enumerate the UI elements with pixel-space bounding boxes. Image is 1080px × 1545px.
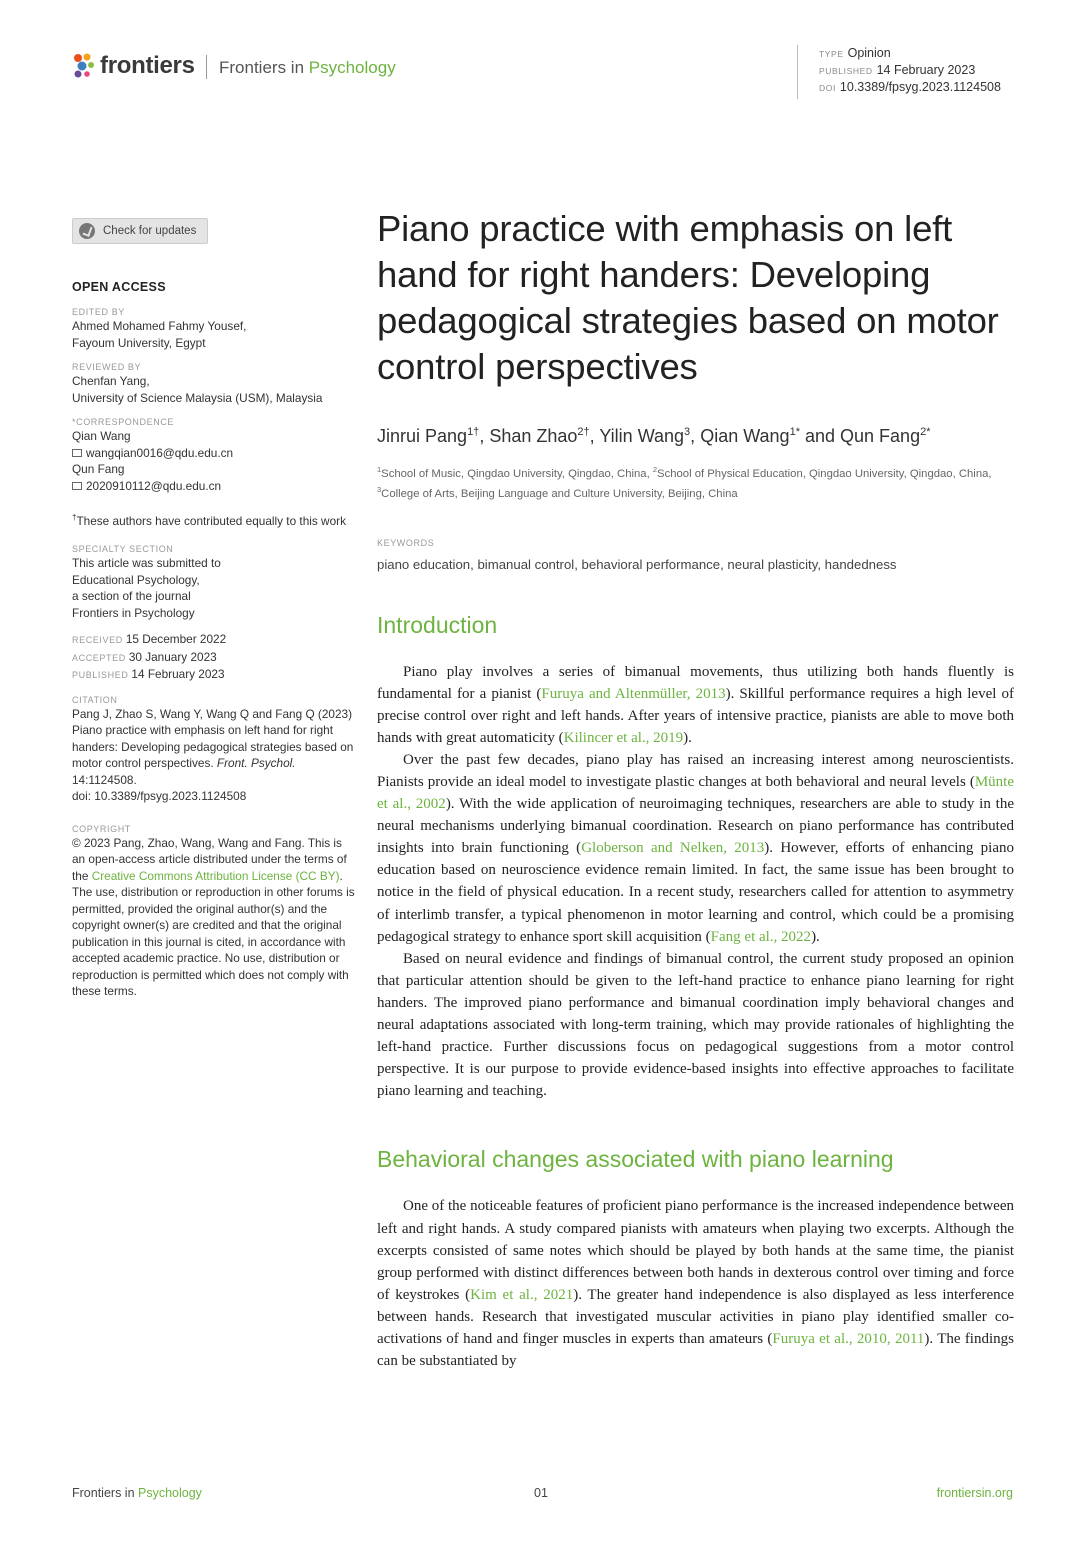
author[interactable] xyxy=(489,426,589,446)
frontiers-logo[interactable] xyxy=(72,52,195,80)
citation-main: Pang J, Zhao S, Wang Y, Wang Q and Fang Q (2023) Piano practice with emphasis on left hand for right handers: Developing pedagogical strategies based on motor control perspectives. xyxy=(72,706,354,771)
body-text: ). The findings can be substantiated by xyxy=(377,1330,1014,1370)
affiliation-text: School of Music, Qingdao University, Qingdao, China, xyxy=(381,467,653,480)
section-heading: Behavioral changes associated with piano learning xyxy=(377,1146,894,1173)
citation-link[interactable]: Münte et al., 2002 xyxy=(377,774,1014,813)
footer-site-link[interactable]: frontiersin.org xyxy=(936,1486,1013,1500)
affiliation xyxy=(652,465,992,480)
date-row-received xyxy=(72,631,357,649)
author-name: Qian Wang xyxy=(700,426,790,446)
citation-text xyxy=(72,706,357,805)
date-row-accepted xyxy=(72,649,357,667)
reviewed-by xyxy=(72,373,357,406)
article-body xyxy=(377,612,1014,1373)
meta-label: PUBLISHED xyxy=(819,66,873,76)
meta-value: Opinion xyxy=(847,46,891,60)
author-affiliation-mark: 3 xyxy=(684,426,691,438)
journal-name[interactable] xyxy=(219,58,396,78)
citation-doi[interactable]: doi: 10.3389/fpsyg.2023.1124508 xyxy=(72,789,247,804)
meta-row-doi xyxy=(819,79,1001,96)
author-name: Jinrui Pang xyxy=(377,426,468,446)
sidebar xyxy=(72,280,357,1000)
body-text: ). With the wide application of neuroimaging techniques, researchers are able to study in the neural mechanisms underlying bimanual coordination. Research on piano performance has contributed insights into brain functioning ( xyxy=(377,796,1014,857)
specialty-section xyxy=(72,555,357,621)
correspondent-name: Qun Fang xyxy=(72,462,125,476)
specialty-line: Frontiers in Psychology xyxy=(72,605,195,620)
date-row-published xyxy=(72,666,357,684)
brand-wordmark: frontiers xyxy=(100,52,195,79)
body-paragraph xyxy=(377,948,1014,1103)
affiliation xyxy=(377,465,653,480)
author[interactable] xyxy=(840,426,930,446)
citation-link[interactable]: Globerson and Nelken, 2013 xyxy=(581,840,765,857)
date-label: ACCEPTED xyxy=(72,652,126,663)
citation-volume: 14:1124508. xyxy=(72,772,137,787)
citation-journal: Front. Psychol. xyxy=(216,756,296,771)
body-text: One of the noticeable features of proficient piano performance is the increased independence between left and right hands. A study compared pianists with amateurs when playing two excerpts. Although the excerpts consisted of same notes which should be played by both hands at the same time, the pianist group performed with distinct differences between both hands in dexterous control over timing and force of keystrokes ( xyxy=(377,1198,1014,1303)
footer-journal[interactable] xyxy=(72,1486,202,1500)
author-name: Qun Fang xyxy=(840,426,921,446)
editor-line: Fayoum University, Egypt xyxy=(72,335,206,350)
citation-link[interactable]: Kim et al., 2021 xyxy=(470,1286,574,1303)
date-value: 30 January 2023 xyxy=(128,649,217,664)
article-dates xyxy=(72,631,357,684)
license-link[interactable]: Creative Commons Attribution License (CC BY) xyxy=(91,868,340,883)
author-affiliation-mark: 2* xyxy=(920,426,931,438)
keywords: piano education, bimanual control, behavioral performance, neural plasticity, handedness xyxy=(377,556,897,572)
date-value: 14 February 2023 xyxy=(131,667,225,682)
author[interactable] xyxy=(599,426,690,446)
citation-link[interactable]: Fang et al., 2022 xyxy=(710,928,812,945)
affiliation-text: School of Physical Education, Qingdao University, Qingdao, China, xyxy=(657,467,992,480)
check-updates-label: Check for updates xyxy=(103,225,197,237)
keywords-label: KEYWORDS xyxy=(377,537,435,548)
affiliation xyxy=(377,485,738,501)
body-text: Piano play involves a series of bimanual movements, thus utilizing both hands fluently is fundamental for a pianist ( xyxy=(377,663,1014,702)
edited-by-label: EDITED BY xyxy=(72,307,125,317)
date-label: RECEIVED xyxy=(72,635,123,646)
body-text: ). Skillful performance requires a high level of precise control over right and left hands. After years of intensive practice, pianists are able to move both hands with great automaticity ( xyxy=(377,685,1014,746)
author-affiliation-mark: 2† xyxy=(577,426,590,438)
check-updates-icon xyxy=(79,223,95,239)
body-text: ). xyxy=(683,729,692,746)
page-number: 01 xyxy=(534,1486,548,1500)
correspondent-email[interactable]: wangqian0016@qdu.edu.cn xyxy=(86,445,234,460)
author-name: Yilin Wang xyxy=(599,426,685,446)
body-paragraph xyxy=(377,749,1014,948)
footer-journal-accent: Psychology xyxy=(138,1486,202,1500)
author[interactable] xyxy=(700,426,800,446)
reviewer-line: Chenfan Yang, xyxy=(72,374,150,388)
specialty-line: This article was submitted to xyxy=(72,556,221,571)
section-heading: Introduction xyxy=(377,611,498,638)
affiliations xyxy=(377,462,1014,503)
affiliation-text: College of Arts, Beijing Language and Culture University, Beijing, China xyxy=(381,488,738,501)
body-text: Based on neural evidence and findings of bimanual control, the current study proposed an opinion that particular attention should be given to the left-hand practice to enhance piano learning for right handers. The improved piano performance and bimanual coordination imply behavioral changes and neural adaptations associated with long-term training, which may provide rationales of highlighting the left-hand practice. Further discussions focus on pedagogical suggestions from a motor control perspective. It is our purpose to provide evidence-based insights into effective approaches to facilitate piano learning and teaching. xyxy=(377,950,1014,1100)
body-text: ). The greater hand independence is also displayed as less interference between hands. Research that investigated muscular activities in piano play identified smaller co-activations of hand and finger muscles in experts than amateurs ( xyxy=(377,1286,1014,1347)
affiliation-mark: 3 xyxy=(377,485,382,495)
copyright-label: COPYRIGHT xyxy=(72,823,131,834)
correspondent-email-row xyxy=(72,478,357,495)
mail-icon xyxy=(72,482,82,490)
correspondence xyxy=(72,428,357,494)
author-list: Jinrui Pang$^{1\dagger}$, Shan Zhao$^{2\dagger}$, Yilin Wang$^3$, Qian Wang$^{1*}$ and Qun Fang$^{2*}$ xyxy=(377,426,931,446)
frontiers-logo-icon xyxy=(72,53,96,79)
meta-row-published xyxy=(819,62,1001,79)
meta-label: DOI xyxy=(819,83,836,93)
correspondent-email-row xyxy=(72,445,357,462)
author-name: Shan Zhao xyxy=(489,426,578,446)
meta-label: TYPE xyxy=(819,49,844,59)
citation-link[interactable]: Kilincer et al., 2019 xyxy=(563,729,684,746)
journal-name-accent: Psychology xyxy=(308,58,396,77)
reviewed-by-label: REVIEWED BY xyxy=(72,362,142,372)
copyright-pre: © 2023 Pang, Zhao, Wang, Wang and Fang. This is an open-access article distributed under the terms of the xyxy=(72,835,347,883)
specialty-line: Educational Psychology, xyxy=(72,572,200,587)
citation-label: CITATION xyxy=(72,694,118,705)
reviewer-line: University of Science Malaysia (USM), Malaysia xyxy=(72,390,323,405)
body-text: ). However, efforts of enhancing piano education based on neuroscience evidence remain limited. In fact, the same issue has been brought to notice in the field of physical education. In a recent study, researchers called for attention to asymmetry of interlimb transfer, a typical phenomenon in motor learning and control, which could be a promising pedagogical strategy to enhance sport skill acquisition ( xyxy=(377,840,1014,945)
meta-row-type xyxy=(819,45,1001,62)
article-title: Piano practice with emphasis on left hand for right handers: Developing pedagogical strategies based on motor control perspectives xyxy=(377,208,999,387)
meta-value: 14 February 2023 xyxy=(876,63,976,77)
copyright-post: . The use, distribution or reproduction in other forums is permitted, provided the original author(s) and the copyright owner(s) are credited and that the original publication in this journal is cited, in accordance with accepted academic practice. No use, distribution or reproduction is permitted which does not comply with these terms. xyxy=(72,868,355,999)
mail-icon xyxy=(72,449,82,457)
correspondent-name: Qian Wang xyxy=(72,429,131,443)
copyright-text xyxy=(72,835,357,1000)
correspondent-email[interactable]: 2020910112@qdu.edu.cn xyxy=(86,478,222,493)
author[interactable] xyxy=(377,426,479,446)
body-paragraph xyxy=(377,1195,1014,1372)
check-for-updates-button[interactable] xyxy=(72,218,208,244)
footer-journal-prefix: Frontiers in xyxy=(72,1486,138,1500)
equal-contribution-note xyxy=(72,510,357,529)
article-main xyxy=(377,206,1014,1372)
affiliation-mark: 1 xyxy=(377,465,382,474)
body-text: ). xyxy=(811,928,820,945)
header-divider xyxy=(206,55,207,79)
equal-contribution-mark: † xyxy=(72,513,77,522)
citation-link[interactable]: Furuya et al., 2010, 2011 xyxy=(772,1330,925,1347)
journal-name-prefix: Frontiers in xyxy=(219,58,305,77)
affiliation-mark: 2 xyxy=(652,465,658,474)
meta-value[interactable]: 10.3389/fpsyg.2023.1124508 xyxy=(839,80,1001,94)
body-paragraph xyxy=(377,661,1014,749)
body-text: Over the past few decades, piano play has raised an increasing interest among neuroscientists. Pianists provide an ideal model to investigate plastic changes at both behavioral and neural levels ( xyxy=(377,751,1014,790)
author-affiliation-mark: 1* xyxy=(789,426,800,438)
date-label: PUBLISHED xyxy=(72,670,129,681)
correspondence-label: *CORRESPONDENCE xyxy=(72,417,175,427)
specialty-line: a section of the journal xyxy=(72,589,191,604)
citation-link[interactable]: Furuya and Altenmüller, 2013 xyxy=(541,685,726,702)
editor-line: Ahmed Mohamed Fahmy Yousef, xyxy=(72,319,247,333)
specialty-label: SPECIALTY SECTION xyxy=(72,544,174,555)
open-access-heading: OPEN ACCESS xyxy=(72,280,166,294)
edited-by xyxy=(72,318,357,351)
author-affiliation-mark: 1† xyxy=(467,426,480,438)
date-value: 15 December 2022 xyxy=(125,632,227,647)
equal-contribution-text: These authors have contributed equally to this work xyxy=(76,513,346,528)
article-meta xyxy=(797,45,1001,99)
